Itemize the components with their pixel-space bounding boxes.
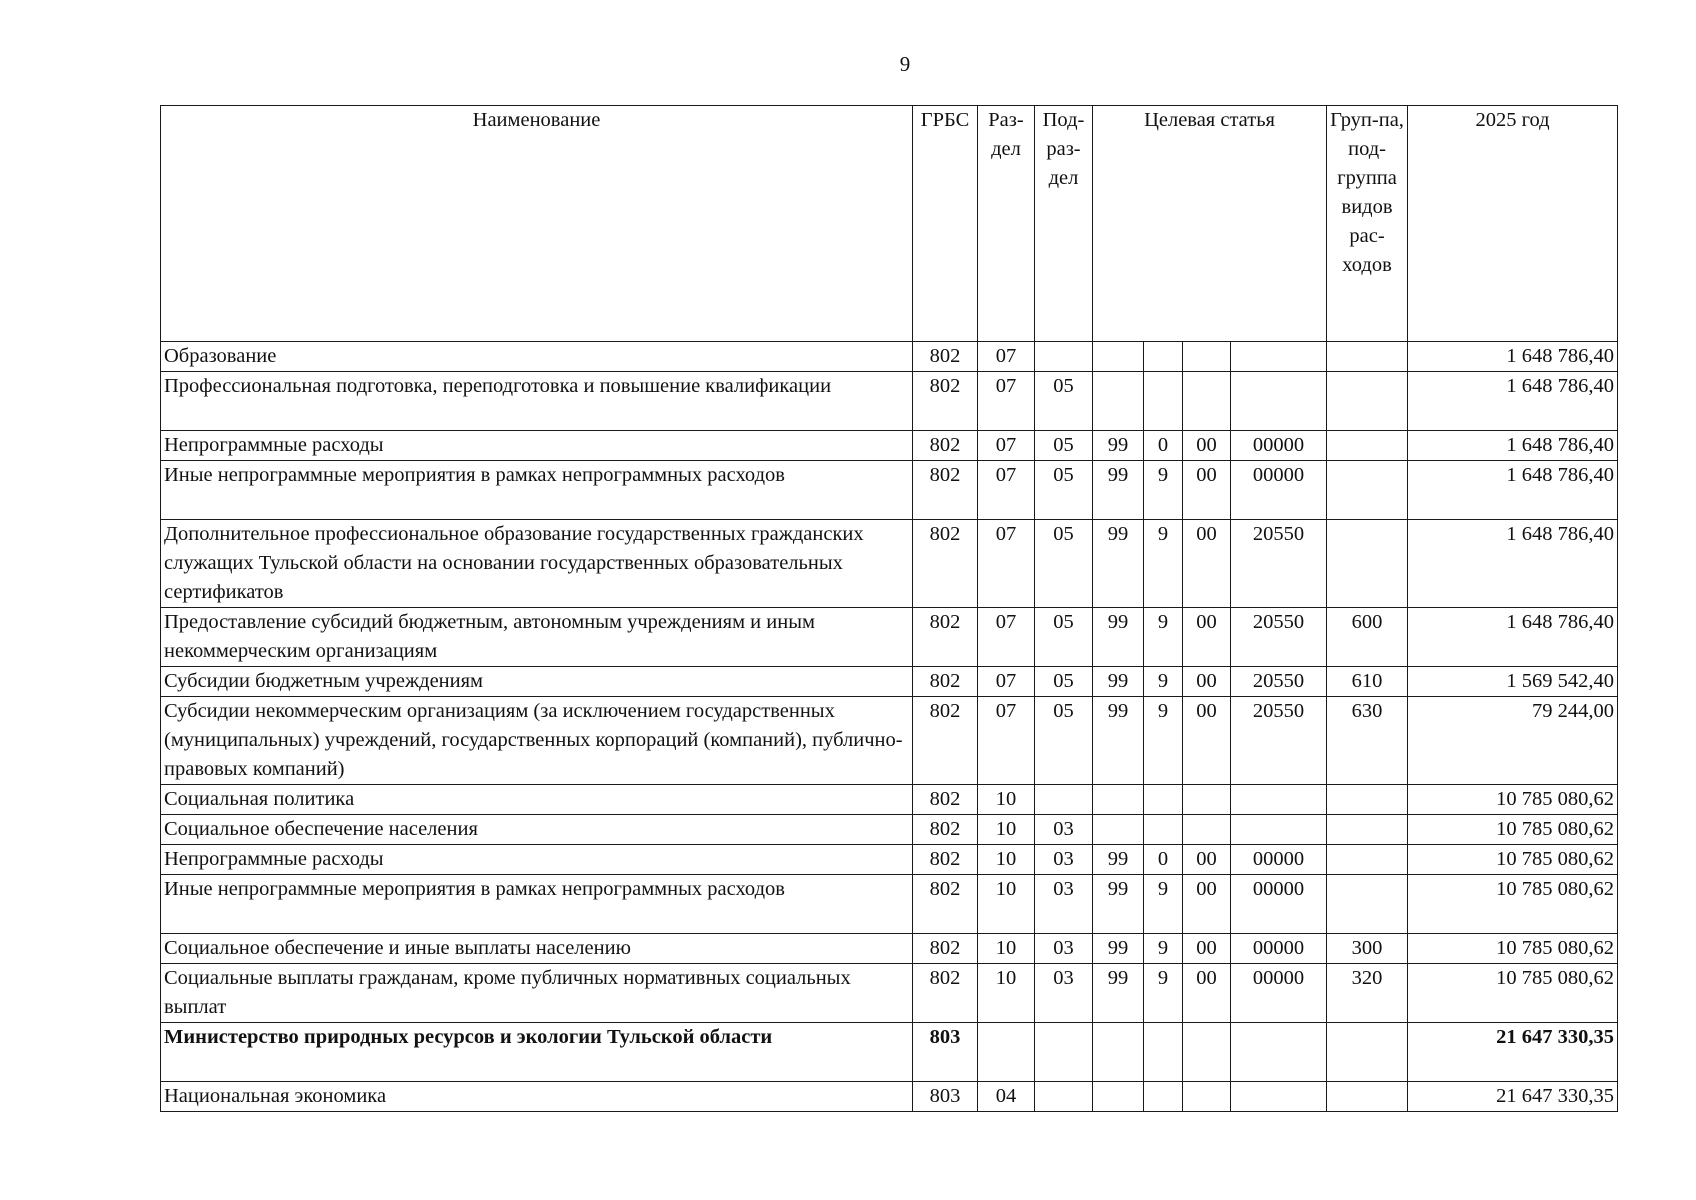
row-amount-2025: 10 785 080,62 xyxy=(1408,815,1618,845)
row-target-direction xyxy=(1231,785,1327,815)
row-target-subprogram: 00 xyxy=(1183,667,1231,697)
row-target-subprogram xyxy=(1183,372,1231,431)
page-number: 9 xyxy=(899,52,911,76)
row-razdel: 10 xyxy=(978,845,1035,875)
row-expense-group xyxy=(1327,1023,1408,1082)
row-amount-2025: 1 569 542,40 xyxy=(1408,667,1618,697)
row-podrazdel: 05 xyxy=(1035,608,1093,667)
row-target-program: 99 xyxy=(1093,845,1144,875)
table-row xyxy=(161,934,1618,964)
row-target-type: 9 xyxy=(1144,461,1183,520)
row-expense-group xyxy=(1327,520,1408,608)
row-grbs: 802 xyxy=(913,785,978,815)
row-grbs: 802 xyxy=(913,520,978,608)
row-target-direction: 00000 xyxy=(1231,964,1327,1023)
row-target-direction: 00000 xyxy=(1231,461,1327,520)
row-razdel xyxy=(978,1023,1035,1082)
row-razdel: 10 xyxy=(978,875,1035,934)
header-year: 2025 год xyxy=(1408,106,1618,342)
row-amount-2025: 21 647 330,35 xyxy=(1408,1082,1618,1112)
row-podrazdel: 03 xyxy=(1035,934,1093,964)
row-target-direction: 00000 xyxy=(1231,875,1327,934)
row-name: Министерство природных ресурсов и экологии Тульской области xyxy=(161,1023,913,1082)
row-grbs: 802 xyxy=(913,461,978,520)
row-target-subprogram: 00 xyxy=(1183,461,1231,520)
row-target-subprogram xyxy=(1183,815,1231,845)
row-target-direction xyxy=(1231,815,1327,845)
row-podrazdel: 03 xyxy=(1035,845,1093,875)
row-name: Субсидии некоммерческим организациям (за исключением государственных (муниципальных) учреждений, государственных корпораций (компаний), публично-правовых компаний) xyxy=(161,697,913,785)
row-expense-group: 610 xyxy=(1327,667,1408,697)
row-grbs: 802 xyxy=(913,875,978,934)
row-target-type: 9 xyxy=(1144,667,1183,697)
row-amount-2025: 79 244,00 xyxy=(1408,697,1618,785)
row-name: Образование xyxy=(161,342,913,372)
row-expense-group xyxy=(1327,845,1408,875)
table-row xyxy=(161,431,1618,461)
row-target-type xyxy=(1144,785,1183,815)
row-amount-2025: 1 648 786,40 xyxy=(1408,431,1618,461)
table-row xyxy=(161,520,1618,608)
row-razdel: 10 xyxy=(978,815,1035,845)
row-grbs: 802 xyxy=(913,372,978,431)
budget-table xyxy=(160,105,1618,1112)
row-name: Предоставление субсидий бюджетным, автономным учреждениям и иным некоммерческим организациям xyxy=(161,608,913,667)
row-target-direction: 20550 xyxy=(1231,608,1327,667)
row-name: Непрограммные расходы xyxy=(161,431,913,461)
row-target-subprogram xyxy=(1183,1023,1231,1082)
table-row xyxy=(161,667,1618,697)
row-amount-2025: 1 648 786,40 xyxy=(1408,520,1618,608)
row-target-program: 99 xyxy=(1093,431,1144,461)
row-podrazdel xyxy=(1035,1082,1093,1112)
row-target-direction xyxy=(1231,342,1327,372)
table-row xyxy=(161,1023,1618,1082)
row-target-subprogram: 00 xyxy=(1183,431,1231,461)
row-target-type xyxy=(1144,815,1183,845)
row-name: Иные непрограммные мероприятия в рамках непрограммных расходов xyxy=(161,875,913,934)
row-name: Иные непрограммные мероприятия в рамках непрограммных расходов xyxy=(161,461,913,520)
row-target-program: 99 xyxy=(1093,667,1144,697)
row-target-subprogram: 00 xyxy=(1183,875,1231,934)
row-expense-group: 630 xyxy=(1327,697,1408,785)
row-target-direction xyxy=(1231,372,1327,431)
row-grbs: 802 xyxy=(913,667,978,697)
row-podrazdel xyxy=(1035,1023,1093,1082)
row-expense-group: 320 xyxy=(1327,964,1408,1023)
row-grbs: 802 xyxy=(913,845,978,875)
row-name: Профессиональная подготовка, переподготовка и повышение квалификации xyxy=(161,372,913,431)
row-target-direction: 00000 xyxy=(1231,431,1327,461)
row-target-program xyxy=(1093,372,1144,431)
row-expense-group xyxy=(1327,1082,1408,1112)
row-amount-2025: 1 648 786,40 xyxy=(1408,461,1618,520)
row-razdel: 07 xyxy=(978,697,1035,785)
row-name: Субсидии бюджетным учреждениям xyxy=(161,667,913,697)
row-target-subprogram: 00 xyxy=(1183,697,1231,785)
row-podrazdel xyxy=(1035,342,1093,372)
row-podrazdel: 05 xyxy=(1035,372,1093,431)
row-expense-group: 300 xyxy=(1327,934,1408,964)
row-razdel: 07 xyxy=(978,667,1035,697)
row-target-subprogram: 00 xyxy=(1183,964,1231,1023)
row-target-subprogram xyxy=(1183,342,1231,372)
row-target-direction xyxy=(1231,1082,1327,1112)
table-row xyxy=(161,372,1618,431)
row-amount-2025: 1 648 786,40 xyxy=(1408,342,1618,372)
header-podrazdel: Под-раз-дел xyxy=(1035,106,1093,342)
row-razdel: 07 xyxy=(978,372,1035,431)
row-name: Социальное обеспечение населения xyxy=(161,815,913,845)
row-target-type: 9 xyxy=(1144,934,1183,964)
row-target-program: 99 xyxy=(1093,608,1144,667)
row-grbs: 803 xyxy=(913,1023,978,1082)
row-amount-2025: 1 648 786,40 xyxy=(1408,608,1618,667)
row-target-type xyxy=(1144,1082,1183,1112)
row-name: Непрограммные расходы xyxy=(161,845,913,875)
row-target-type: 9 xyxy=(1144,608,1183,667)
row-razdel: 07 xyxy=(978,461,1035,520)
row-grbs: 802 xyxy=(913,934,978,964)
header-row xyxy=(161,106,1618,342)
row-expense-group: 600 xyxy=(1327,608,1408,667)
row-target-type xyxy=(1144,372,1183,431)
row-target-direction: 00000 xyxy=(1231,934,1327,964)
row-grbs: 802 xyxy=(913,964,978,1023)
row-target-program: 99 xyxy=(1093,934,1144,964)
row-target-direction: 20550 xyxy=(1231,520,1327,608)
row-target-type: 0 xyxy=(1144,431,1183,461)
row-razdel: 10 xyxy=(978,934,1035,964)
row-target-type: 9 xyxy=(1144,697,1183,785)
row-target-subprogram: 00 xyxy=(1183,608,1231,667)
table-row xyxy=(161,342,1618,372)
row-podrazdel: 03 xyxy=(1035,875,1093,934)
row-grbs: 802 xyxy=(913,697,978,785)
table-row xyxy=(161,608,1618,667)
row-target-program: 99 xyxy=(1093,520,1144,608)
row-podrazdel: 05 xyxy=(1035,431,1093,461)
table-row xyxy=(161,461,1618,520)
row-razdel: 07 xyxy=(978,608,1035,667)
row-podrazdel: 05 xyxy=(1035,461,1093,520)
row-podrazdel: 03 xyxy=(1035,964,1093,1023)
row-razdel: 07 xyxy=(978,431,1035,461)
table-row xyxy=(161,697,1618,785)
row-razdel: 07 xyxy=(978,520,1035,608)
row-target-program: 99 xyxy=(1093,697,1144,785)
row-amount-2025: 1 648 786,40 xyxy=(1408,372,1618,431)
row-podrazdel: 05 xyxy=(1035,520,1093,608)
row-name: Социальные выплаты гражданам, кроме публичных нормативных социальных выплат xyxy=(161,964,913,1023)
row-target-subprogram: 00 xyxy=(1183,934,1231,964)
row-expense-group xyxy=(1327,372,1408,431)
row-name: Социальная политика xyxy=(161,785,913,815)
row-grbs: 802 xyxy=(913,608,978,667)
row-target-type: 9 xyxy=(1144,875,1183,934)
row-amount-2025: 10 785 080,62 xyxy=(1408,964,1618,1023)
row-target-type: 9 xyxy=(1144,520,1183,608)
row-razdel: 10 xyxy=(978,785,1035,815)
table-row xyxy=(161,964,1618,1023)
row-target-direction: 20550 xyxy=(1231,697,1327,785)
row-target-program xyxy=(1093,1082,1144,1112)
header-name: Наименование xyxy=(161,106,913,342)
row-grbs: 802 xyxy=(913,431,978,461)
row-grbs: 803 xyxy=(913,1082,978,1112)
header-group: Груп-па, под-группа видов рас-ходов xyxy=(1327,106,1408,342)
row-expense-group xyxy=(1327,875,1408,934)
row-amount-2025: 10 785 080,62 xyxy=(1408,845,1618,875)
row-name: Дополнительное профессиональное образование государственных гражданских служащих Тульской области на основании государственных образовательных сертификатов xyxy=(161,520,913,608)
table-row xyxy=(161,1082,1618,1112)
row-target-subprogram: 00 xyxy=(1183,520,1231,608)
row-target-direction xyxy=(1231,1023,1327,1082)
table-row xyxy=(161,845,1618,875)
row-amount-2025: 10 785 080,62 xyxy=(1408,785,1618,815)
row-target-type: 0 xyxy=(1144,845,1183,875)
row-target-program: 99 xyxy=(1093,964,1144,1023)
table-row xyxy=(161,815,1618,845)
row-target-program xyxy=(1093,1023,1144,1082)
row-target-program xyxy=(1093,815,1144,845)
row-target-program xyxy=(1093,785,1144,815)
header-grbs: ГРБС xyxy=(913,106,978,342)
header-razdel: Раз-дел xyxy=(978,106,1035,342)
row-target-type xyxy=(1144,1023,1183,1082)
row-grbs: 802 xyxy=(913,342,978,372)
row-target-direction: 00000 xyxy=(1231,845,1327,875)
row-grbs: 802 xyxy=(913,815,978,845)
row-expense-group xyxy=(1327,431,1408,461)
row-target-program xyxy=(1093,342,1144,372)
row-name: Национальная экономика xyxy=(161,1082,913,1112)
header-target: Целевая статья xyxy=(1093,106,1327,342)
row-target-type xyxy=(1144,342,1183,372)
row-target-program: 99 xyxy=(1093,875,1144,934)
row-podrazdel xyxy=(1035,785,1093,815)
row-target-program: 99 xyxy=(1093,461,1144,520)
row-podrazdel: 05 xyxy=(1035,697,1093,785)
row-expense-group xyxy=(1327,342,1408,372)
row-amount-2025: 21 647 330,35 xyxy=(1408,1023,1618,1082)
row-expense-group xyxy=(1327,461,1408,520)
row-podrazdel: 03 xyxy=(1035,815,1093,845)
row-target-type: 9 xyxy=(1144,964,1183,1023)
row-expense-group xyxy=(1327,815,1408,845)
row-target-subprogram xyxy=(1183,1082,1231,1112)
row-amount-2025: 10 785 080,62 xyxy=(1408,875,1618,934)
table-row xyxy=(161,875,1618,934)
row-podrazdel: 05 xyxy=(1035,667,1093,697)
row-razdel: 04 xyxy=(978,1082,1035,1112)
table-row xyxy=(161,785,1618,815)
row-target-subprogram: 00 xyxy=(1183,845,1231,875)
row-name: Социальное обеспечение и иные выплаты населению xyxy=(161,934,913,964)
row-amount-2025: 10 785 080,62 xyxy=(1408,934,1618,964)
row-target-subprogram xyxy=(1183,785,1231,815)
row-target-direction: 20550 xyxy=(1231,667,1327,697)
row-razdel: 07 xyxy=(978,342,1035,372)
row-expense-group xyxy=(1327,785,1408,815)
row-razdel: 10 xyxy=(978,964,1035,1023)
